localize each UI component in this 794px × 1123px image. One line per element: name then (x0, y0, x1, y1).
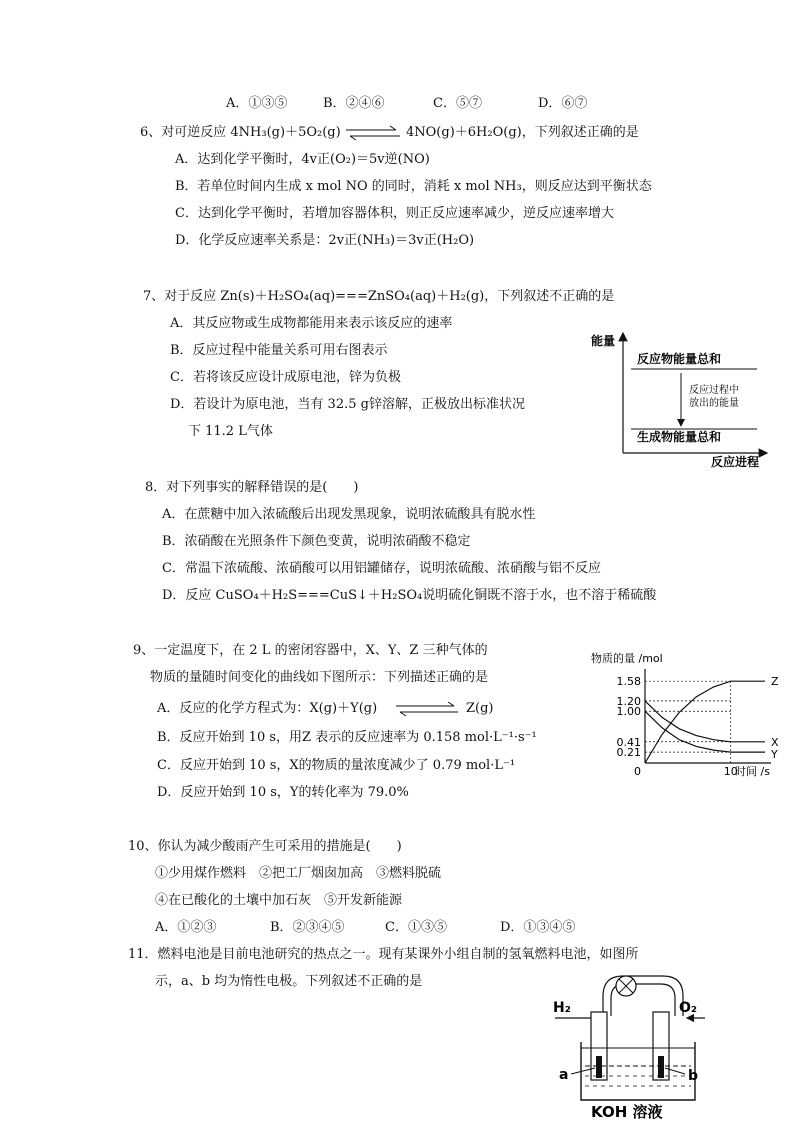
q8-option-c: C．常温下浓硫酸、浓硝酸可以用铝罐储存，说明浓硫酸、浓硝酸与铝不反应 (162, 561, 601, 576)
solution-label: KOH 溶液 (591, 1103, 663, 1120)
chart-x-label: 时间 /s (735, 765, 770, 778)
q10-option-c: C．①③⑤ (385, 920, 447, 935)
q8-option-a: A．在蔗糖中加入浓硫酸后出现发黑现象，说明浓硫酸具有脱水性 (162, 507, 536, 522)
q10-stem: 10、你认为减少酸雨产生可采用的措施是( ) (128, 839, 402, 854)
q6-stem-left: 6、对可逆反应 4NH₃(g)＋5O₂(g) (140, 125, 341, 140)
series-line-z (645, 681, 765, 763)
x-tick-label: 0 (634, 765, 641, 778)
q10-option-b: B．②③④⑤ (270, 920, 345, 935)
q10-items-1: ①少用煤作燃料 ②把工厂烟囱加高 ③燃料脱硫 (155, 866, 442, 881)
q10-items-2: ④在已酸化的土壤中加石灰 ⑤开发新能源 (155, 893, 403, 908)
reactants-label: 反应物能量总和 (637, 352, 722, 366)
series-label-z: Z (771, 675, 779, 689)
q11-stem-2: 示，a、b 均为惰性电极。下列叙述不正确的是 (155, 974, 423, 989)
q9-option-c: C．反应开始到 10 s，X的物质的量浓度减少了 0.79 mol·L⁻¹ (157, 758, 516, 773)
x-tick-label: 10 (723, 765, 738, 778)
equilibrium-arrow-icon (344, 124, 402, 142)
q9-option-d: D．反应开始到 10 s，Y的转化率为 79.0% (157, 785, 409, 800)
q9-option-b: B．反应开始到 10 s，用Z 表示的反应速率为 0.158 mol·L⁻¹·s⁻¹ (157, 730, 537, 745)
chart-y-label: 物质的量 /mol (591, 652, 663, 665)
q7-stem: 7、对于反应 Zn(s)＋H₂SO₄(aq)===ZnSO₄(aq)＋H₂(g)，下列叙述不正确的是 (143, 289, 615, 304)
q7-option-d-cont: 下 11.2 L气体 (188, 424, 273, 439)
fuel-cell-diagram (545, 968, 720, 1120)
external-wire (603, 976, 683, 1016)
equilibrium-arrow-icon (394, 700, 460, 718)
electrode-a (596, 1056, 602, 1078)
products-label: 生成物能量总和 (637, 430, 722, 444)
q7-option-a: A．其反应物或生成物都能用来表示该反应的速率 (170, 316, 453, 331)
prev-option-b: B．②④⑥ (323, 96, 385, 111)
series-line-x (645, 701, 765, 742)
q8-option-d: D．反应 CuSO₄＋H₂S===CuS↓＋H₂SO₄说明硫化铜既不溶于水，也不溶于稀硫酸 (162, 588, 657, 603)
q9-stem-1: 9、一定温度下，在 2 L 的密闭容器中，X、Y、Z 三种气体的 (133, 643, 488, 658)
q6-option-b: B．若单位时间内生成 x mol NO 的同时，消耗 x mol NH₃，则反应达到平衡状态 (175, 179, 652, 194)
y-axis-label: 能量 (591, 334, 616, 348)
amount-time-chart (585, 645, 785, 780)
q9-stem-2: 物质的量随时间变化的曲线如下图所示：下列描述正确的是 (150, 670, 489, 685)
arrow-note-1: 反应过程中 (689, 385, 739, 396)
q6-option-c: C．达到化学平衡时，若增加容器体积，则正反应速率减少，逆反应速率增大 (175, 206, 614, 221)
y-tick-label: 1.20 (616, 694, 641, 708)
series-label-y: Y (771, 748, 778, 762)
q10-option-d: D．①③④⑤ (500, 920, 576, 935)
energy-diagram (585, 325, 775, 470)
o2-label: O₂ (679, 1000, 698, 1016)
q10-option-a: A．①②③ (155, 920, 217, 935)
q7-option-b: B．反应过程中能量关系可用右图表示 (170, 343, 388, 358)
arrow-note-2: 放出的能量 (689, 398, 739, 409)
q7-option-d: D．若设计为原电池，当有 32.5 g锌溶解，正极放出标准状况 (170, 397, 525, 412)
q6-stem-right: 4NO(g)＋6H₂O(g)，下列叙述正确的是 (406, 125, 639, 140)
q9-option-a-product: Z(g) (466, 701, 494, 716)
y-tick-label: 0.21 (616, 746, 641, 760)
prev-option-a: A．①③⑤ (226, 96, 288, 111)
y-tick-label: 0.41 (616, 735, 641, 749)
series-label-x: X (771, 735, 779, 749)
q11-stem-1: 11．燃料电池是目前电池研究的热点之一。现有某课外小组自制的氢氧燃料电池，如图所 (128, 947, 639, 962)
q8-stem: 8．对下列事实的解释错误的是( ) (145, 480, 359, 495)
q8-option-b: B．浓硝酸在光照条件下颜色变黄，说明浓硝酸不稳定 (162, 534, 471, 549)
q6-option-d: D．化学反应速率关系是：2v正(NH₃)＝3v正(H₂O) (175, 233, 475, 248)
q9-option-a: A．反应的化学方程式为：X(g)＋Y(g) (157, 701, 378, 716)
electrode-a-label: a (559, 1067, 569, 1083)
prev-option-d: D．⑥⑦ (538, 96, 588, 111)
q6-option-a: A．达到化学平衡时，4v正(O₂)＝5v逆(NO) (175, 152, 430, 167)
prev-option-c: C．⑤⑦ (433, 96, 482, 111)
x-axis-label: 反应进程 (711, 455, 760, 469)
y-tick-label: 1.58 (616, 675, 641, 689)
q7-option-c: C．若将该反应设计成原电池，锌为负极 (170, 370, 401, 385)
y-tick-label: 1.00 (616, 705, 641, 719)
electrode-b (658, 1056, 664, 1078)
h2-label: H₂ (553, 1000, 571, 1016)
electrode-b-label: b (688, 1068, 699, 1084)
